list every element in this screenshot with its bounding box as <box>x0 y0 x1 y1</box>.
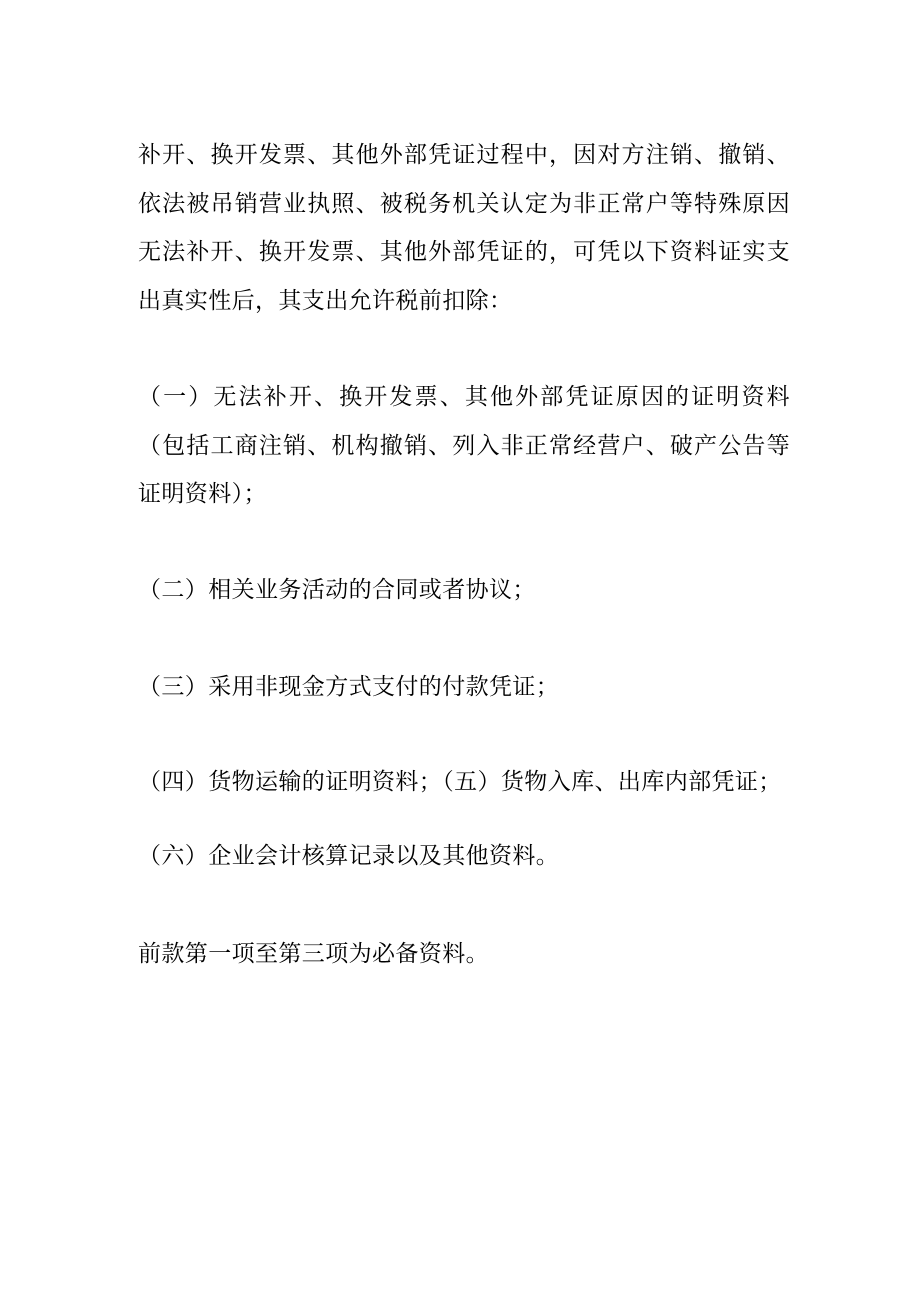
list-item-4-5: （四）货物运输的证明资料；（五）货物入库、出库内部凭证； <box>138 769 782 795</box>
list-item-6: （六）企业会计核算记录以及其他资料。 <box>138 843 560 869</box>
list-item-2: （二）相关业务活动的合同或者协议； <box>138 577 536 603</box>
list-item-1: （一）无法补开、换开发票、其他外部凭证原因的证明资料（包括工商注销、机构撤销、列入非正常经营户、破产公告等证明资料）； <box>138 384 790 507</box>
list-item-3: （三）采用非现金方式支付的付款凭证； <box>138 674 560 700</box>
intro-paragraph: 补开、换开发票、其他外部凭证过程中，因对方注销、撤销、依法被吊销营业执照、被税务机关认定为非正常户等特殊原因无法补开、换开发票、其他外部凭证的，可凭以下资料证实支出真实性后，其支出允许税前扣除： <box>138 142 790 314</box>
closing-paragraph: 前款第一项至第三项为必备资料。 <box>138 941 489 967</box>
